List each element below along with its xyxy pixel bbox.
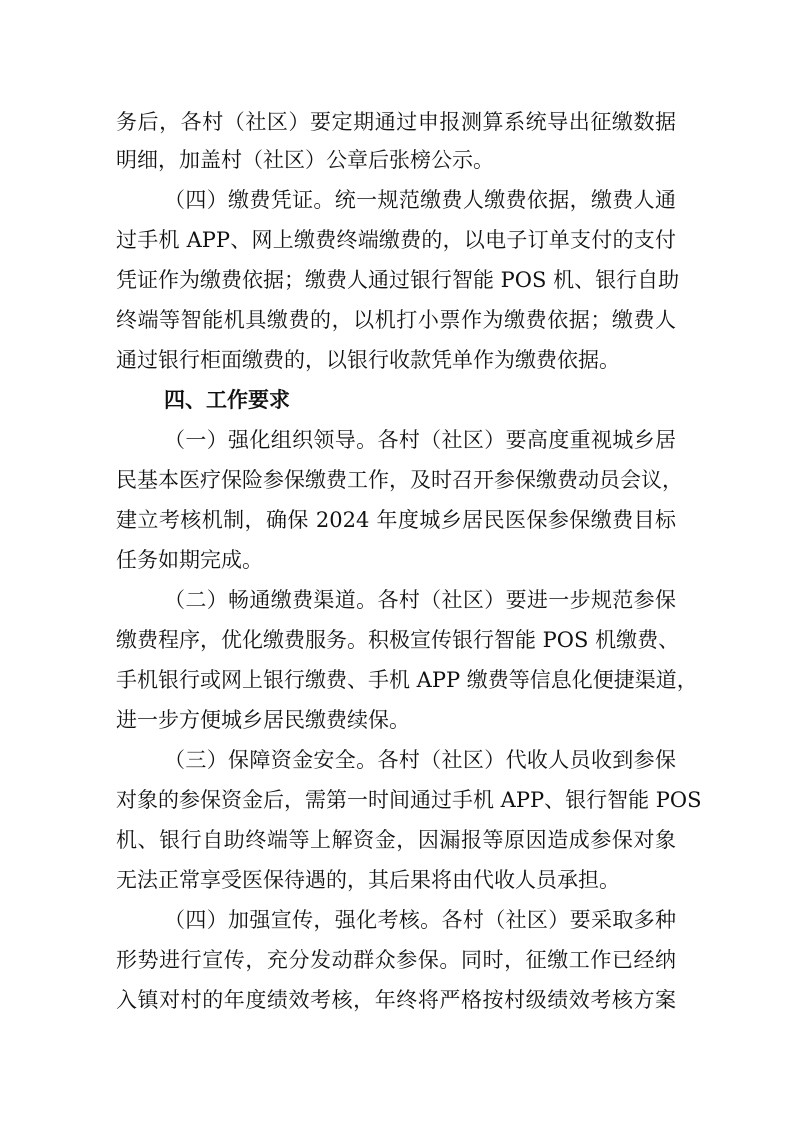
section-heading: 四、工作要求 — [164, 388, 290, 412]
paragraph-line: 明细，加盖村（社区）公章后张榜公示。 — [116, 148, 494, 172]
paragraph-line: 务后，各村（社区）要定期通过申报测算系统导出征缴数据 — [116, 110, 676, 134]
paragraph-line: 通过银行柜面缴费的，以银行收款凭单作为缴费依据。 — [116, 348, 620, 372]
paragraph-line: 手机银行或网上银行缴费、手机 APP 缴费等信息化便捷渠道， — [116, 668, 698, 692]
paragraph-line: 进一步方便城乡居民缴费续保。 — [116, 708, 410, 732]
paragraph-line: 形势进行宣传，充分发动群众参保。同时，征缴工作已经纳 — [116, 948, 676, 972]
paragraph-line: （二）畅通缴费渠道。各村（社区）要进一步规范参保 — [164, 588, 676, 612]
paragraph-line: 入镇对村的年度绩效考核，年终将严格按村级绩效考核方案 — [116, 988, 676, 1012]
paragraph-line: （三）保障资金安全。各村（社区）代收人员收到参保 — [164, 748, 676, 772]
paragraph-line: 终端等智能机具缴费的，以机打小票作为缴费依据；缴费人 — [116, 308, 676, 332]
paragraph-line: 过手机 APP、网上缴费终端缴费的，以电子订单支付的支付 — [116, 228, 676, 252]
paragraph-line: （四）缴费凭证。统一规范缴费人缴费依据，缴费人通 — [164, 188, 676, 212]
paragraph-line: （四）加强宣传，强化考核。各村（社区）要采取多种 — [164, 908, 676, 932]
paragraph-line: 缴费程序，优化缴费服务。积极宣传银行智能 POS 机缴费、 — [116, 628, 680, 652]
paragraph-line: （一）强化组织领导。各村（社区）要高度重视城乡居 — [164, 428, 676, 452]
paragraph-line: 机、银行自助终端等上解资金，因漏报等原因造成参保对象 — [116, 828, 676, 852]
paragraph-line: 凭证作为缴费依据；缴费人通过银行智能 POS 机、银行自助 — [116, 268, 680, 292]
paragraph-line: 无法正常享受医保待遇的，其后果将由代收人员承担。 — [116, 868, 620, 892]
paragraph-line: 对象的参保资金后，需第一时间通过手机 APP、银行智能 POS — [116, 788, 702, 812]
paragraph-line: 建立考核机制，确保 2024 年度城乡居民医保参保缴费目标 — [116, 508, 676, 532]
paragraph-line: 民基本医疗保险参保缴费工作，及时召开参保缴费动员会议， — [116, 468, 683, 492]
paragraph-line: 任务如期完成。 — [116, 548, 263, 572]
